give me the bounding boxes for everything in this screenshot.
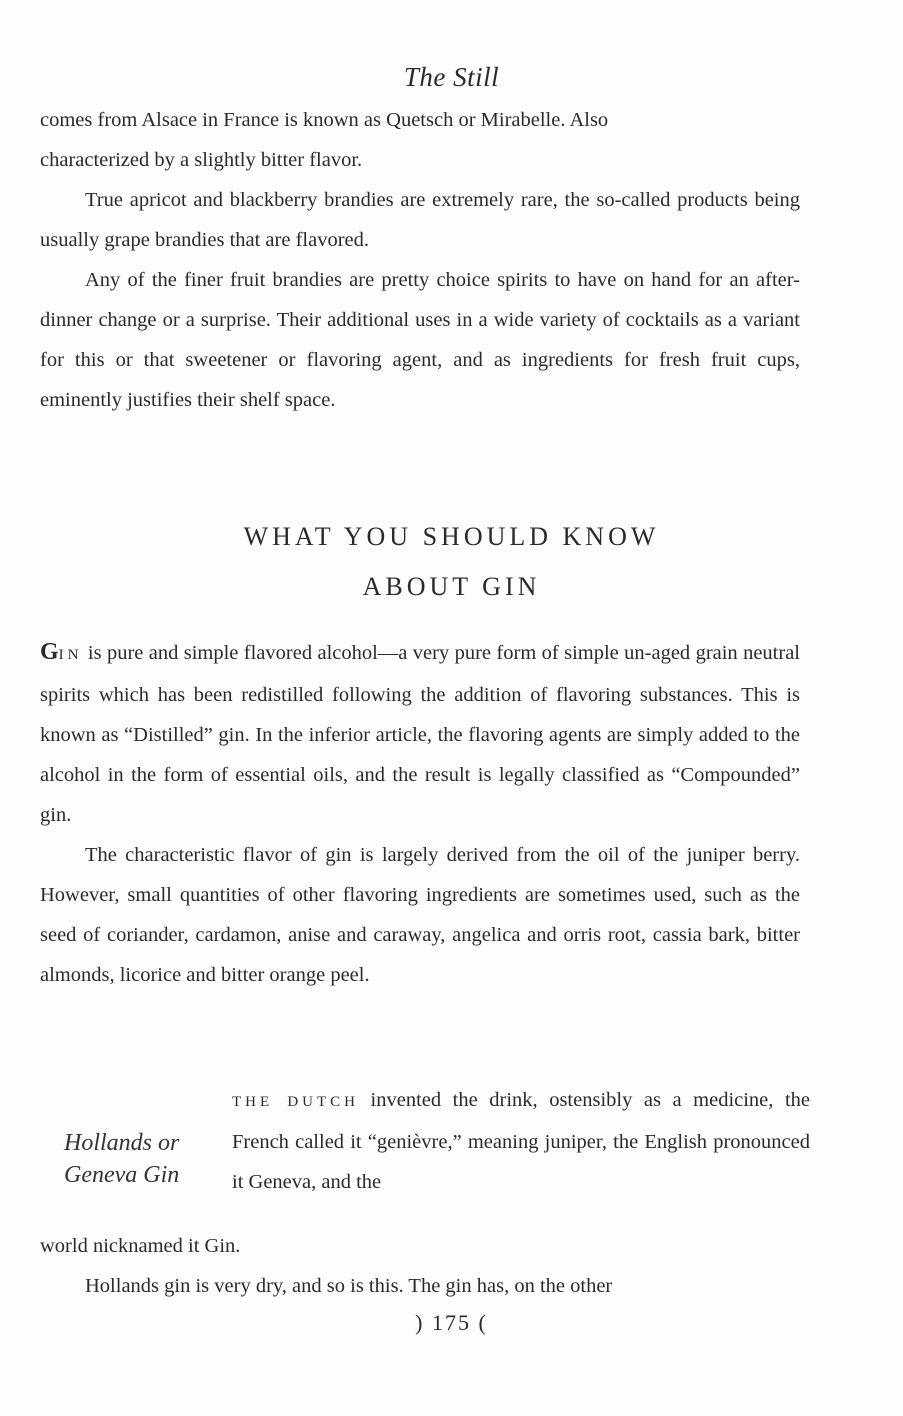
paragraph-continued: [40, 100, 800, 180]
paragraph-apricot: True apricot and blackberry brandies are extremely rare, the so-called products being usually grape brandies that are flavored.: [40, 189, 800, 251]
running-head: The Still: [403, 62, 500, 92]
paragraph-finer-brandies: Any of the finer fruit brandies are pretty choice spirits to have on hand for an after-dinner change or a surprise. Their additional uses in a wide variety of cocktails as a variant for this or that sweetener or flavoring agent, and as ingredients for fresh fruit cups, eminently justifies their shelf space.: [40, 269, 800, 411]
paragraph-line: comes from Alsace in France is known as Quetsch or Mirabelle. Also: [40, 109, 609, 131]
paragraph-dutch-tail: world nicknamed it Gin.: [40, 1235, 241, 1257]
hollands-section: [40, 1226, 800, 1306]
paragraph-dutch: [232, 1080, 810, 1202]
lead-smallcaps: IN: [58, 647, 83, 663]
margin-note-line: Hollands or: [64, 1130, 180, 1156]
margin-note: [64, 1127, 224, 1191]
section-heading-line-2: ABOUT GIN: [362, 572, 541, 601]
fruit-brandy-section: [40, 100, 800, 420]
section-heading-line-1: WHAT YOU SHOULD KNOW: [243, 522, 660, 551]
paragraph-line: characterized by a slightly bitter flavor.: [40, 149, 363, 171]
lead-smallcaps: THE DUTCH: [232, 1094, 359, 1110]
paragraph-hollands: Hollands gin is very dry, and so is this. The gin has, on the other: [85, 1275, 613, 1297]
paragraph-gin-intro: [40, 632, 800, 835]
paragraph-text: invented the drink, ostensibly as a medicine, the French called it “genièvre,” meaning juniper, the English pronounced it Geneva, and the: [232, 1089, 810, 1193]
margin-note-line: Geneva Gin: [64, 1162, 180, 1188]
paragraph-gin-flavor: The characteristic flavor of gin is largely derived from the oil of the juniper berry. However, small quantities of other flavoring ingredients are sometimes used, such as the seed of coriander, cardamon, anise and caraway, angelica and orris root, cassia bark, bitter almonds, licorice and bitter orange peel.: [40, 844, 800, 986]
paragraph-text: is pure and simple flavored alcohol—a very pure form of simple un-aged grain neutral spirits which has been redistilled following the addition of flavoring substances. This is known as “Distilled” gin. In the inferior article, the flavoring agents are simply added to the alcohol in the form of essential oils, and the result is legally classified as “Compounded” gin.: [40, 642, 800, 826]
page-number: ) 175 (: [415, 1310, 488, 1335]
drop-cap: G: [40, 639, 59, 665]
gin-section: [40, 632, 800, 995]
